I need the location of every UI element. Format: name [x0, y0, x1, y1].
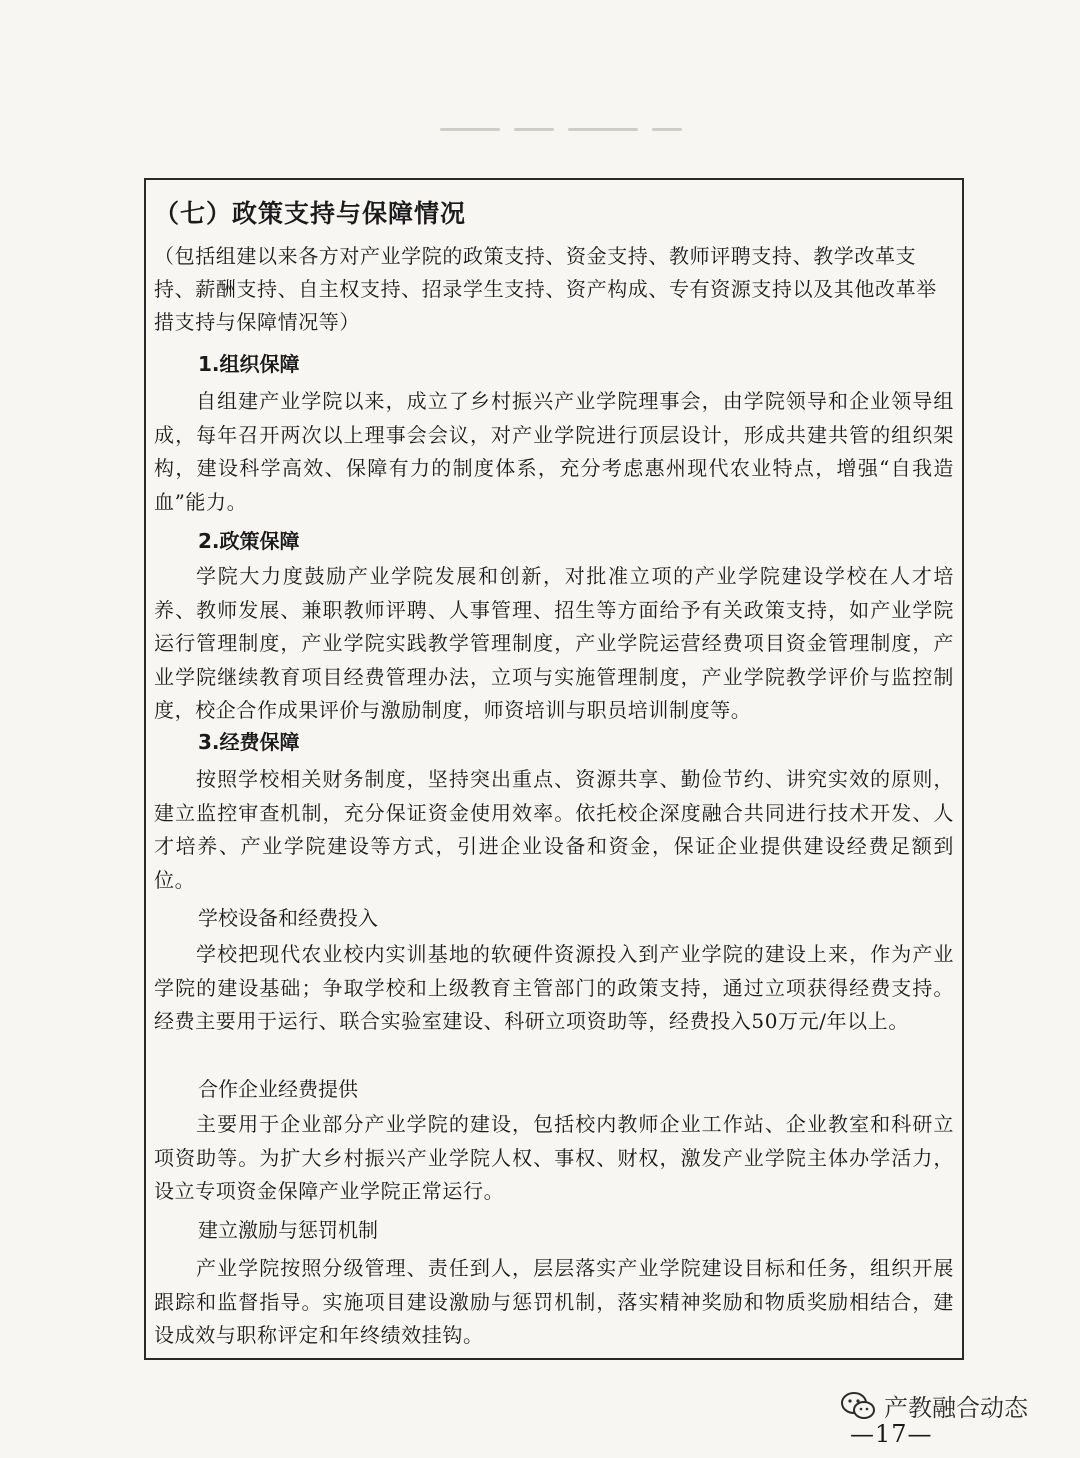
account-watermark: [840, 1388, 1028, 1423]
heading-funding: 3.经费保障: [198, 730, 300, 754]
paragraph-school-investment: 学校把现代农业校内实训基地的软硬件资源投入到产业学院的建设上来，作为产业学院的建设基础；争取学校和上级教育主管部门的政策支持，通过立项获得经费支持。经费主要用于运行、联合实验室建设、科研立项资助等，经费投入50万元/年以上。: [154, 942, 954, 1033]
paragraph-enterprise-funding: 主要用于企业部分产业学院的建设，包括校内教师企业工作站、企业教室和科研立项资助等。为扩大乡村振兴产业学院人权、事权、财权，激发产业学院主体办学活力，设立专项资金保障产业学院正常运行。: [154, 1112, 954, 1203]
subheading-enterprise-funding: 合作企业经费提供: [198, 1077, 358, 1101]
paragraph-organization: 自组建产业学院以来，成立了乡村振兴产业学院理事会，由学院领导和企业领导组成，每年召开两次以上理事会会议，对产业学院进行顶层设计，形成共建共管的组织架构，建设科学高效、保障有力的制度体系，充分考虑惠州现代农业特点，增强“自我造血”能力。: [154, 389, 954, 514]
heading-policy: 2.政策保障: [198, 529, 300, 553]
paragraph-policy: 学院大力度鼓励产业学院发展和创新，对批准立项的产业学院建设学校在人才培养、教师发展、兼职教师评聘、人事管理、招生等方面给予有关政策支持，如产业学院运行管理制度，产业学院实践教学管理制度，产业学院运营经费项目资金管理制度，产业学院继续教育项目经费管理办法，立项与实施管理制度，产业学院教学评价与监控制度，校企合作成果评价与激励制度，师资培训与职员培训制度等。: [154, 564, 954, 722]
watermark-text: 产教融合动态: [884, 1394, 1028, 1422]
section-title: （七）政策支持与保障情况: [154, 199, 467, 228]
section-intro: （包括组建以来各方对产业学院的政策支持、资金支持、教师评聘支持、教学改革支持、薪酬支持、自主权支持、招录学生支持、资产构成、专有资源支持以及其他改革举措支持与保障情况等）: [154, 244, 937, 334]
paragraph-incentive-mechanism: 产业学院按照分级管理、责任到人，层层落实产业学院建设目标和任务，组织开展跟踪和监督指导。实施项目建设激励与惩罚机制，落实精神奖励和物质奖励相结合，建设成效与职称评定和年终绩效挂钩。: [154, 1256, 954, 1347]
wechat-icon: [840, 1391, 876, 1421]
subheading-school-investment: 学校设备和经费投入: [198, 906, 378, 930]
heading-organization: 1.组织保障: [198, 352, 300, 376]
section-frame: [144, 178, 964, 1360]
page-number: —17—: [850, 1420, 933, 1448]
faded-header-marks: [440, 124, 700, 134]
subheading-incentive-mechanism: 建立激励与惩罚机制: [198, 1218, 378, 1242]
paragraph-funding: 按照学校相关财务制度，坚持突出重点、资源共享、勤俭节约、讲究实效的原则，建立监控审查机制，充分保证资金使用效率。依托校企深度融合共同进行技术开发、人才培养、产业学院建设等方式，引进企业设备和资金，保证企业提供建设经费足额到位。: [154, 767, 954, 892]
